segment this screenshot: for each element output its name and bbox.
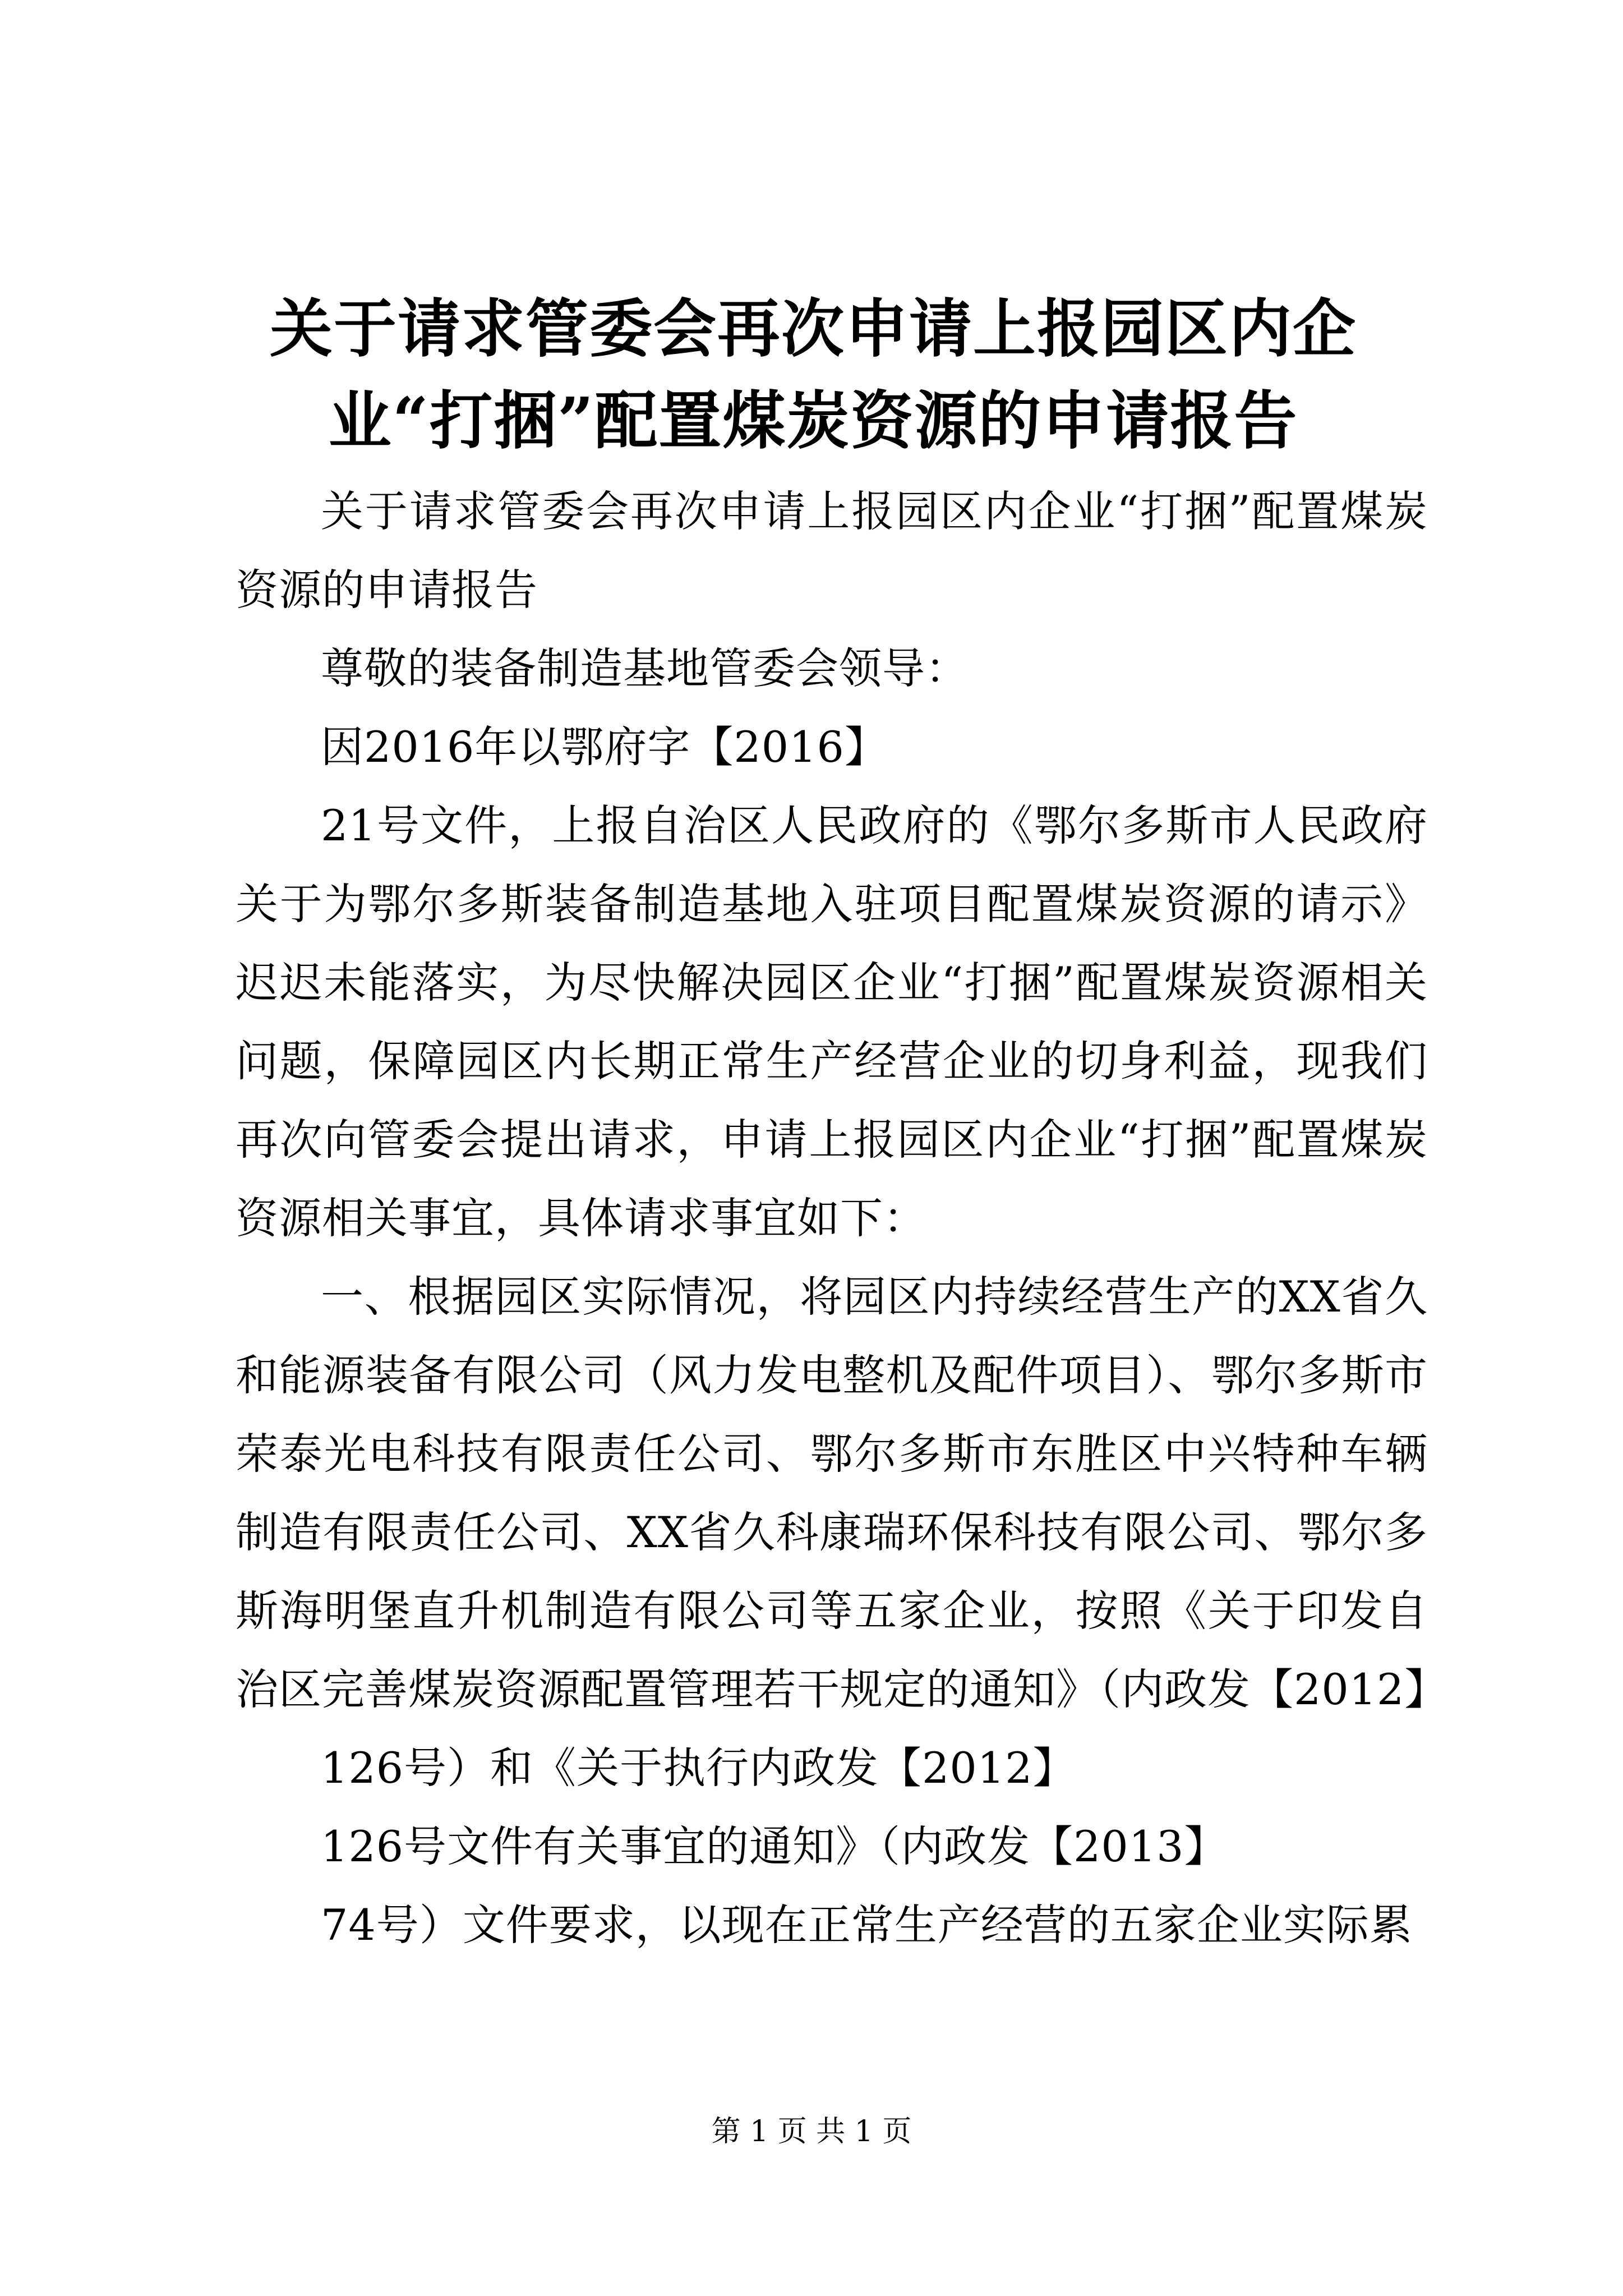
document-title: 关于请求管委会再次申请上报园区内企业“打捆”配置煤炭资源的申请报告 [270, 292, 1357, 458]
body-paragraph: 因2016年以鄂府字【2016】 [321, 722, 888, 772]
body-paragraph: 126号）和《关于执行内政发【2012】 [321, 1743, 1076, 1793]
body-paragraph: 21号文件，上报自治区人民政府的《鄂尔多斯市人民政府关于为鄂尔多斯装备制造基地入驻项目配置煤炭资源的请示》迟迟未能落实，为尽快解决园区企业“打捆”配置煤炭资源相关问题，保障园区内长期正常生产经营企业的切身利益，现我们再次向管委会提出请求，申请上报园区内企业“打捆”配置煤炭资源相关事宜，具体请求事宜如下： [236, 800, 1428, 1243]
body-paragraph: 关于请求管委会再次申请上报园区内企业“打捆”配置煤炭资源的申请报告 [236, 486, 1428, 615]
body-paragraph: 74号）文件要求，以现在正常生产经营的五家企业实际累 [321, 1900, 1413, 1950]
body-paragraph: 126号文件有关事宜的通知》（内政发【2013】 [321, 1821, 1228, 1871]
document-body [236, 472, 1448, 1964]
body-paragraph: 一、根据园区实际情况，将园区内持续经营生产的XX省久和能源装备有限公司（风力发电整机及配件项目）、鄂尔多斯市荣泰光电科技有限责任公司、鄂尔多斯市东胜区中兴特种车辆制造有限责任公司、XX省久科康瑞环保科技有限公司、鄂尔多斯海明堡直升机制造有限公司等五家企业，按照《关于印发自治区完善煤炭资源配置管理若干规定的通知》（内政发【2012】 [236, 1272, 1448, 1714]
page-footer: 第 1 页 共 1 页 [711, 2115, 912, 2148]
salutation: 尊敬的装备制造基地管委会领导： [321, 643, 969, 693]
